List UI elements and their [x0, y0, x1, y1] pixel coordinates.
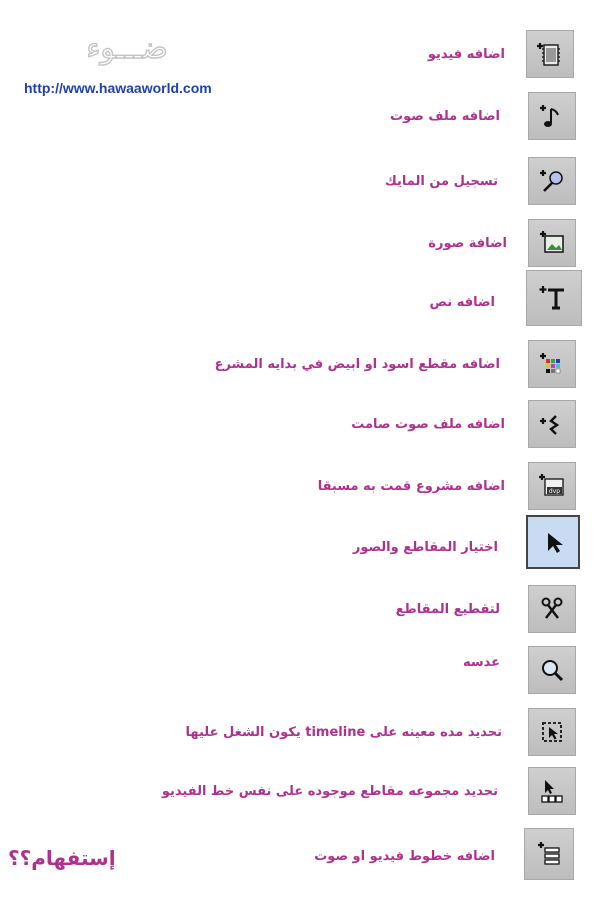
tool-row-add-text [0, 278, 600, 326]
add-audio-icon[interactable] [528, 92, 576, 140]
tool-label-magnifier: عدسه [462, 654, 500, 670]
tool-row-add-color-clip [0, 340, 600, 388]
range-select-icon[interactable] [528, 708, 576, 756]
add-silence-icon[interactable] [528, 400, 576, 448]
tool-row-add-dvp-project [0, 462, 600, 510]
svg-text:ضـــوء: ضـــوء [86, 31, 168, 66]
tool-label-add-tracks: اضافه خطوط فيديو او صوت [314, 848, 495, 864]
tool-row-select-arrow [0, 523, 600, 571]
svg-text:dvp: dvp [548, 488, 561, 495]
tool-row-record-mic [0, 157, 600, 205]
question-heading: إستفهام؟؟ [8, 846, 116, 870]
tool-row-add-video [0, 30, 600, 78]
tool-row-add-silence [0, 400, 600, 448]
tool-label-record-mic: تسجيل من المايك [384, 173, 498, 189]
site-url[interactable]: http://www.hawaaworld.com [24, 80, 212, 96]
tool-row-scissors [0, 585, 600, 633]
tool-row-track-select [0, 767, 600, 815]
tool-label-add-color-clip: اضافه مقطع اسود او ابيض في بدايه المشرع [214, 356, 500, 372]
add-text-icon[interactable] [526, 270, 582, 326]
tool-label-range-select: تحديد مده معينه على timeline يكون الشغل عليها [185, 724, 502, 740]
tool-label-scissors: لتقطيع المقاطع [395, 601, 500, 617]
tool-label-add-dvp-project: اضافه مشروع قمت به مسبقا [317, 478, 505, 494]
tool-label-add-text: اضافه نص [429, 294, 495, 310]
add-color-clip-icon[interactable] [528, 340, 576, 388]
add-tracks-icon[interactable] [524, 828, 574, 880]
tool-label-add-audio: اضافه ملف صوت [390, 108, 500, 124]
tool-label-select-arrow: اختيار المقاطع والصور [352, 539, 498, 555]
track-select-icon[interactable] [528, 767, 576, 815]
tool-label-track-select: تحديد مجموعه مقاطع موجوده على نفس خط الفيديو [161, 783, 498, 799]
add-image-icon[interactable] [528, 219, 576, 267]
tool-label-add-video: اضافه فيديو [427, 46, 505, 62]
select-arrow-icon[interactable] [526, 515, 580, 569]
scissors-icon[interactable] [528, 585, 576, 633]
tool-row-add-image [0, 219, 600, 267]
add-dvp-project-icon[interactable] [528, 462, 576, 510]
magnifier-icon[interactable] [528, 646, 576, 694]
tool-row-magnifier [0, 646, 600, 694]
tool-row-add-audio [0, 92, 600, 140]
tool-label-add-silence: اضافه ملف صوت صامت [351, 416, 505, 432]
add-video-icon[interactable] [526, 30, 574, 78]
record-mic-icon[interactable] [528, 157, 576, 205]
tool-label-add-image: اضافة صورة [428, 235, 507, 251]
tool-row-range-select [0, 708, 600, 756]
